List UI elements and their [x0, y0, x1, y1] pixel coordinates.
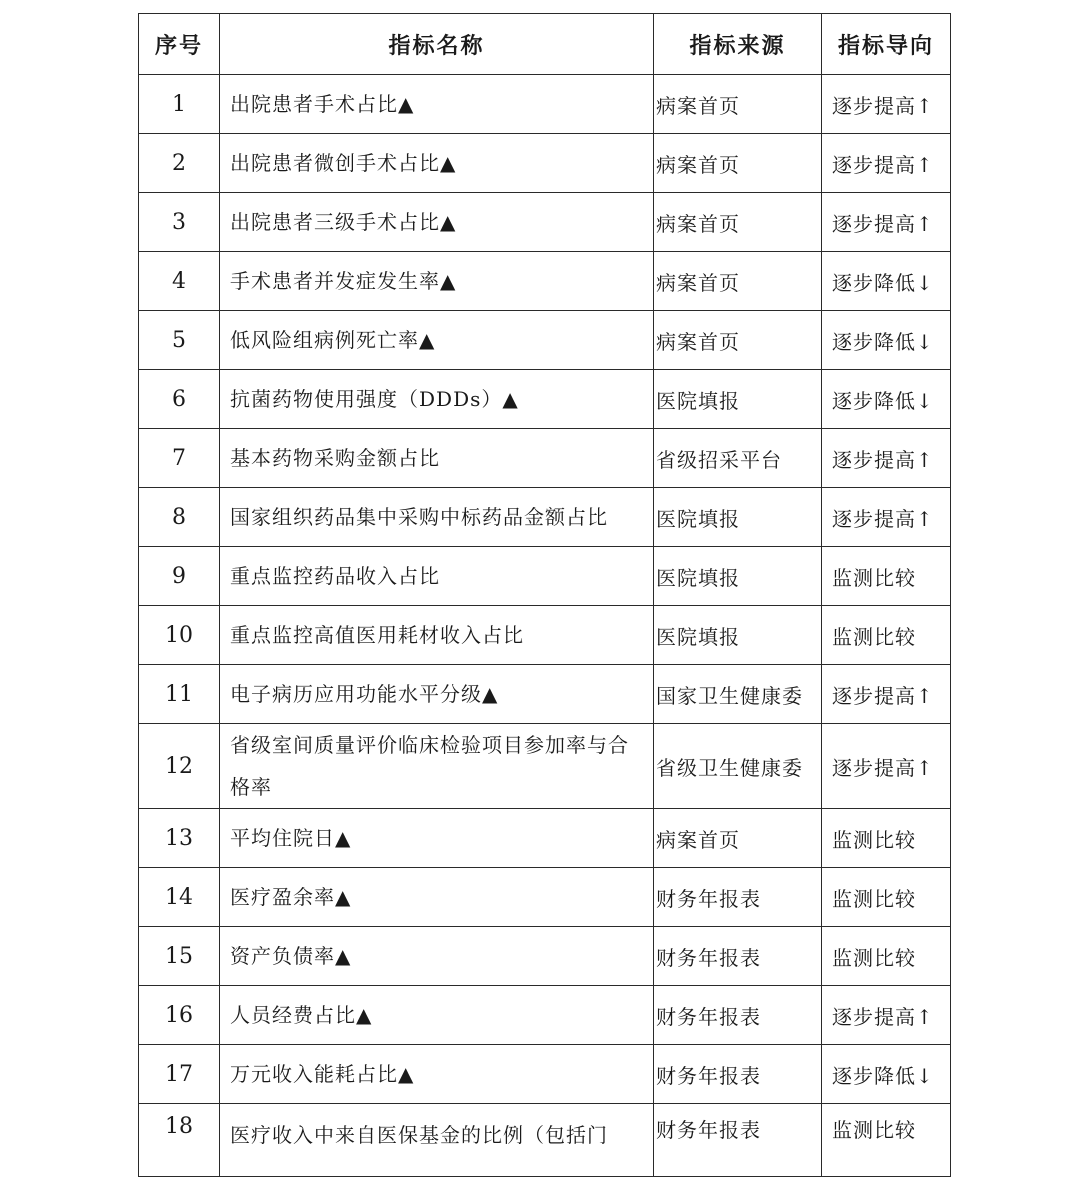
table-row	[139, 193, 951, 252]
table-row	[139, 606, 951, 665]
row-no: 7	[139, 429, 220, 488]
table-header-row	[139, 14, 951, 75]
row-direction: 逐步降低↓	[822, 370, 951, 429]
row-direction: 监测比较	[822, 809, 951, 868]
table-row	[139, 75, 951, 134]
row-name: 手术患者并发症发生率▲	[220, 252, 654, 311]
table-row	[139, 868, 951, 927]
row-name: 医疗收入中来自医保基金的比例（包括门	[220, 1104, 654, 1177]
row-direction: 逐步提高↑	[822, 724, 951, 809]
indicator-table-container	[138, 13, 951, 1203]
table-row	[139, 927, 951, 986]
row-source: 财务年报表	[654, 986, 822, 1045]
row-no: 15	[139, 927, 220, 986]
row-source: 医院填报	[654, 370, 822, 429]
table-row	[139, 809, 951, 868]
row-no: 5	[139, 311, 220, 370]
row-name: 人员经费占比▲	[220, 986, 654, 1045]
row-direction: 监测比较	[822, 927, 951, 986]
table-row	[139, 986, 951, 1045]
row-no: 18	[139, 1104, 220, 1177]
table-row	[139, 1104, 951, 1177]
table-row	[139, 370, 951, 429]
row-direction: 逐步降低↓	[822, 1045, 951, 1104]
row-direction: 监测比较	[822, 868, 951, 927]
row-no: 6	[139, 370, 220, 429]
table-row	[139, 724, 951, 809]
row-source: 医院填报	[654, 547, 822, 606]
row-direction: 逐步提高↑	[822, 429, 951, 488]
row-source: 财务年报表	[654, 1104, 822, 1177]
row-source: 医院填报	[654, 488, 822, 547]
row-source: 省级卫生健康委	[654, 724, 822, 809]
row-direction: 逐步降低↓	[822, 252, 951, 311]
row-direction: 逐步提高↑	[822, 488, 951, 547]
row-name: 国家组织药品集中采购中标药品金额占比	[220, 488, 654, 547]
row-source: 病案首页	[654, 809, 822, 868]
row-no: 9	[139, 547, 220, 606]
row-name: 电子病历应用功能水平分级▲	[220, 665, 654, 724]
row-no: 13	[139, 809, 220, 868]
row-no: 12	[139, 724, 220, 809]
table-row	[139, 134, 951, 193]
row-source: 省级招采平台	[654, 429, 822, 488]
row-name: 医疗盈余率▲	[220, 868, 654, 927]
table-row	[139, 547, 951, 606]
row-direction: 监测比较	[822, 547, 951, 606]
row-name: 出院患者微创手术占比▲	[220, 134, 654, 193]
row-source: 医院填报	[654, 606, 822, 665]
row-direction: 逐步提高↑	[822, 193, 951, 252]
row-name: 基本药物采购金额占比	[220, 429, 654, 488]
row-no: 3	[139, 193, 220, 252]
table-row	[139, 252, 951, 311]
row-source: 病案首页	[654, 252, 822, 311]
row-name: 出院患者三级手术占比▲	[220, 193, 654, 252]
row-source: 财务年报表	[654, 1045, 822, 1104]
row-name: 省级室间质量评价临床检验项目参加率与合格率	[220, 724, 654, 809]
header-source: 指标来源	[654, 14, 822, 75]
row-direction: 逐步提高↑	[822, 986, 951, 1045]
row-source: 病案首页	[654, 134, 822, 193]
row-source: 病案首页	[654, 193, 822, 252]
row-no: 1	[139, 75, 220, 134]
header-direction: 指标导向	[822, 14, 951, 75]
row-no: 16	[139, 986, 220, 1045]
header-no: 序号	[139, 14, 220, 75]
row-name: 平均住院日▲	[220, 809, 654, 868]
row-no: 4	[139, 252, 220, 311]
row-source: 财务年报表	[654, 868, 822, 927]
table-row	[139, 1045, 951, 1104]
row-name: 万元收入能耗占比▲	[220, 1045, 654, 1104]
row-source: 病案首页	[654, 311, 822, 370]
table-row	[139, 665, 951, 724]
header-name: 指标名称	[220, 14, 654, 75]
row-name: 重点监控高值医用耗材收入占比	[220, 606, 654, 665]
row-direction: 逐步提高↑	[822, 75, 951, 134]
row-direction: 逐步提高↑	[822, 134, 951, 193]
row-name: 抗菌药物使用强度（DDDs）▲	[220, 370, 654, 429]
indicator-table	[138, 13, 951, 1177]
row-no: 14	[139, 868, 220, 927]
row-source: 国家卫生健康委	[654, 665, 822, 724]
row-source: 病案首页	[654, 75, 822, 134]
row-no: 10	[139, 606, 220, 665]
row-no: 8	[139, 488, 220, 547]
row-direction: 监测比较	[822, 606, 951, 665]
row-source: 财务年报表	[654, 927, 822, 986]
row-no: 11	[139, 665, 220, 724]
row-direction: 监测比较	[822, 1104, 951, 1177]
row-direction: 逐步提高↑	[822, 665, 951, 724]
row-direction: 逐步降低↓	[822, 311, 951, 370]
row-no: 17	[139, 1045, 220, 1104]
row-name: 低风险组病例死亡率▲	[220, 311, 654, 370]
table-row	[139, 311, 951, 370]
row-name: 出院患者手术占比▲	[220, 75, 654, 134]
row-no: 2	[139, 134, 220, 193]
table-row	[139, 429, 951, 488]
table-row	[139, 488, 951, 547]
row-name: 重点监控药品收入占比	[220, 547, 654, 606]
row-name: 资产负债率▲	[220, 927, 654, 986]
